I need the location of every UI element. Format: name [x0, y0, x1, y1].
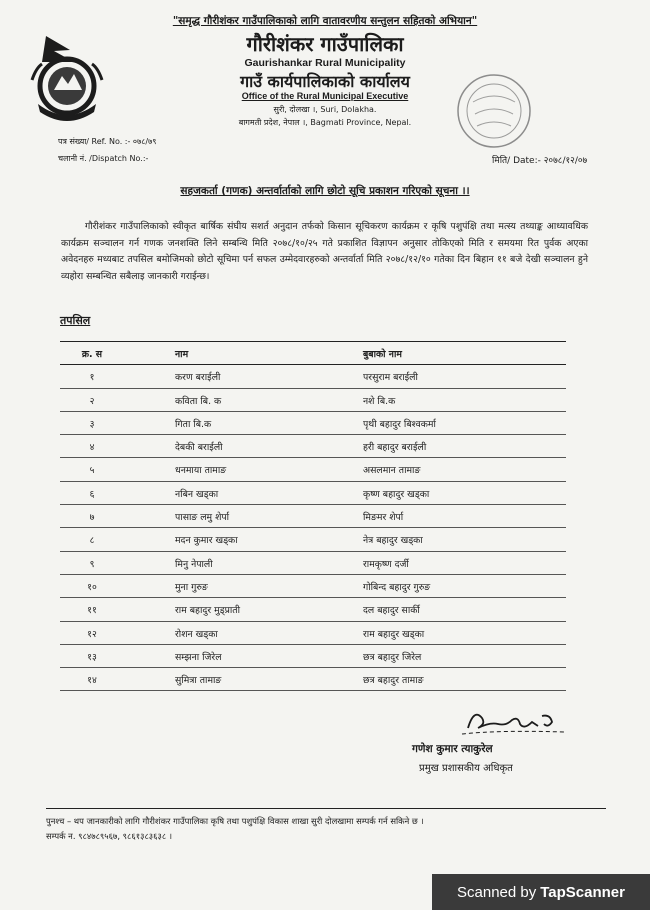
- cell-father-name: छत्र बहादुर जिरेल: [363, 651, 422, 663]
- scanner-brand: TapScanner: [540, 883, 625, 901]
- cell-father-name: रामकृष्ण दर्जी: [363, 558, 409, 570]
- address-line-2: बागमती प्रदेश, नेपाल ।, Bagmati Province, Nepal.: [238, 118, 412, 127]
- candidate-table: [60, 341, 566, 691]
- cell-father-name: हरी बहादुर बराईली: [363, 442, 427, 454]
- cell-name: सुमित्रा तामाङ: [175, 675, 222, 687]
- table-row: [60, 412, 566, 435]
- cell-serial: १: [89, 372, 95, 384]
- cell-name: राम बहादुर मुड्प्राती: [175, 605, 241, 617]
- cell-serial: १२: [87, 628, 97, 640]
- table-header-row: [60, 342, 566, 365]
- cell-father-name: दल बहादुर सार्की: [363, 605, 420, 617]
- table-row: [60, 389, 566, 412]
- cell-name: गिता बि.क: [175, 418, 212, 430]
- cell-name: मुना गुरुङ: [175, 581, 208, 593]
- cell-name: कविता बि. क: [175, 395, 222, 407]
- cell-serial: २: [89, 395, 95, 407]
- cell-serial: ८: [89, 535, 95, 547]
- cell-name: सम्झना जिरेल: [175, 651, 222, 663]
- cell-name: करण बराईली: [175, 372, 221, 384]
- cell-father-name: कृष्ण बहादुर खड्का: [363, 488, 430, 500]
- cell-serial: ६: [89, 488, 95, 500]
- cell-serial: ४: [89, 442, 95, 454]
- notice-body: गौरीशंकर गाउँपालिकाको स्वीकृत बार्षिक संघीय सशर्त अनुदान तर्फको किसान सूचिकरण कार्यक्रम र कृषि पशुपंक्षि तथा मत्स्य तथ्याङ्क आध्यावधिक कार्यक्रम सञ्चालन गर्न गणक जनशक्ति लिने सम्बन्धि मिति २०७८/१०/२५ गते प्रकाशित विज्ञापन अनुसार तोकिएको मिति र समयमा रित पुर्वक अएका अवेदनहरु मध्यबाट तपसिल बमोजिमको छोटो सूचिमा पर्न सफल उम्मेदवारहरुको अन्तर्वार्ता मिति २०७८/१२/१० गतेका दिन बिहान ११ बजे देखी सञ्चालन हुने व्यहोरा सम्बन्धित सबैलाइ जानकारी गराईन्छ।: [61, 221, 588, 282]
- signatory-title: प्रमुख प्रशासकीय अधिकृत: [419, 763, 513, 774]
- dispatch-number: चलानी नं. /Dispatch No.:-: [58, 154, 149, 163]
- table-row: [60, 458, 566, 481]
- notice-subject: सहजकर्ता (गणक) अन्तर्वार्ताको लागि छोटो सूचि प्रकाशन गरिएको सूचना ।।: [180, 185, 470, 197]
- org-name-nepali: गौरीशंकर गाउँपालिका: [246, 32, 404, 56]
- cell-father-name: पृथी बहादुर बिश्वकर्मा: [363, 418, 436, 430]
- footer-divider: [46, 808, 606, 809]
- cell-serial: ११: [87, 605, 97, 617]
- table-row: [60, 482, 566, 505]
- table-row: [60, 668, 566, 691]
- address-line-1: सुरी, दोलखा ।, Suri, Dolakha.: [273, 105, 377, 114]
- footnote: [46, 814, 606, 844]
- cell-name: देबकी बराईली: [175, 442, 223, 454]
- column-header-father-name: बुबाको नाम: [363, 349, 402, 360]
- cell-name: धनमाया तामाङ: [175, 465, 227, 477]
- cell-father-name: छत्र बहादुर तामाङ: [363, 675, 424, 687]
- table-row: [60, 622, 566, 645]
- cell-father-name: गोबिन्द बहादुर गुरुङ: [363, 581, 431, 593]
- footnote-contact: सम्पर्क न. ९८४७८९५६७, ९८६१३८३६३८ ।: [46, 831, 173, 841]
- cell-name: नबिन खड्का: [175, 488, 219, 500]
- table-row: [60, 598, 566, 621]
- cell-name: मदन कुमार खड्का: [175, 535, 238, 547]
- table-row: [60, 365, 566, 388]
- scanner-prefix: Scanned by: [457, 883, 537, 901]
- table-row: [60, 435, 566, 458]
- cell-father-name: नेत्र बहादुर खड्का: [363, 535, 423, 547]
- cell-serial: ३: [89, 418, 95, 430]
- scanner-watermark: [432, 874, 650, 910]
- motto: "समृद्ध गौरीशंकर गाउँपालिकाको लागि वातावरणीय सन्तुलन सहितको अभियान": [172, 15, 478, 27]
- footnote-note: पुनश्च – थप जानकारीको लागि गौरीशंकर गाउँपालिका कृषि तथा पशुपंक्षि विकास शाखा सुरी दोलखामा सम्पर्क गर्न सकिने छ ।: [46, 816, 424, 826]
- table-row: [60, 552, 566, 575]
- table-row: [60, 528, 566, 551]
- cell-name: पासाङ लमु शेर्पा: [175, 512, 230, 524]
- cell-serial: १०: [87, 581, 97, 593]
- org-name-english: Gaurishankar Rural Municipality: [244, 57, 406, 69]
- column-header-name: नाम: [175, 349, 189, 360]
- cell-father-name: राम बहादुर खड्का: [363, 628, 425, 640]
- cell-name: रोशन खड्का: [175, 628, 218, 640]
- signatory-name: गणेश कुमार त्याकुरेल: [412, 743, 493, 755]
- column-header-serial: क्र. स: [81, 349, 103, 360]
- office-name-english: Office of the Rural Municipal Executive: [241, 91, 409, 101]
- cell-father-name: मिङमर शेर्पा: [363, 512, 404, 524]
- cell-name: मिनु नेपाली: [175, 558, 213, 570]
- reference-number: पत्र संख्या/ Ref. No. :- ०७८/७९: [58, 137, 157, 146]
- table-row: [60, 645, 566, 668]
- letter-date: मिति/ Date:- २०७८/१२/०७: [492, 156, 588, 166]
- cell-serial: १४: [87, 675, 97, 687]
- cell-father-name: नशे बि.क: [363, 395, 396, 407]
- table-row: [60, 575, 566, 598]
- cell-serial: ९: [89, 558, 95, 570]
- office-name-nepali: गाउँ कार्यपालिकाको कार्यालय: [240, 72, 410, 91]
- handwritten-signature-icon: [460, 702, 570, 738]
- cell-serial: ७: [89, 512, 95, 524]
- cell-serial: १३: [87, 651, 97, 663]
- cell-father-name: असलमान तामाङ: [363, 465, 421, 477]
- table-row: [60, 505, 566, 528]
- cell-serial: ५: [89, 465, 95, 477]
- cell-father-name: परसुराम बराईली: [363, 372, 418, 384]
- section-title: तपसिल: [60, 314, 91, 327]
- office-stamp-icon: [455, 72, 533, 150]
